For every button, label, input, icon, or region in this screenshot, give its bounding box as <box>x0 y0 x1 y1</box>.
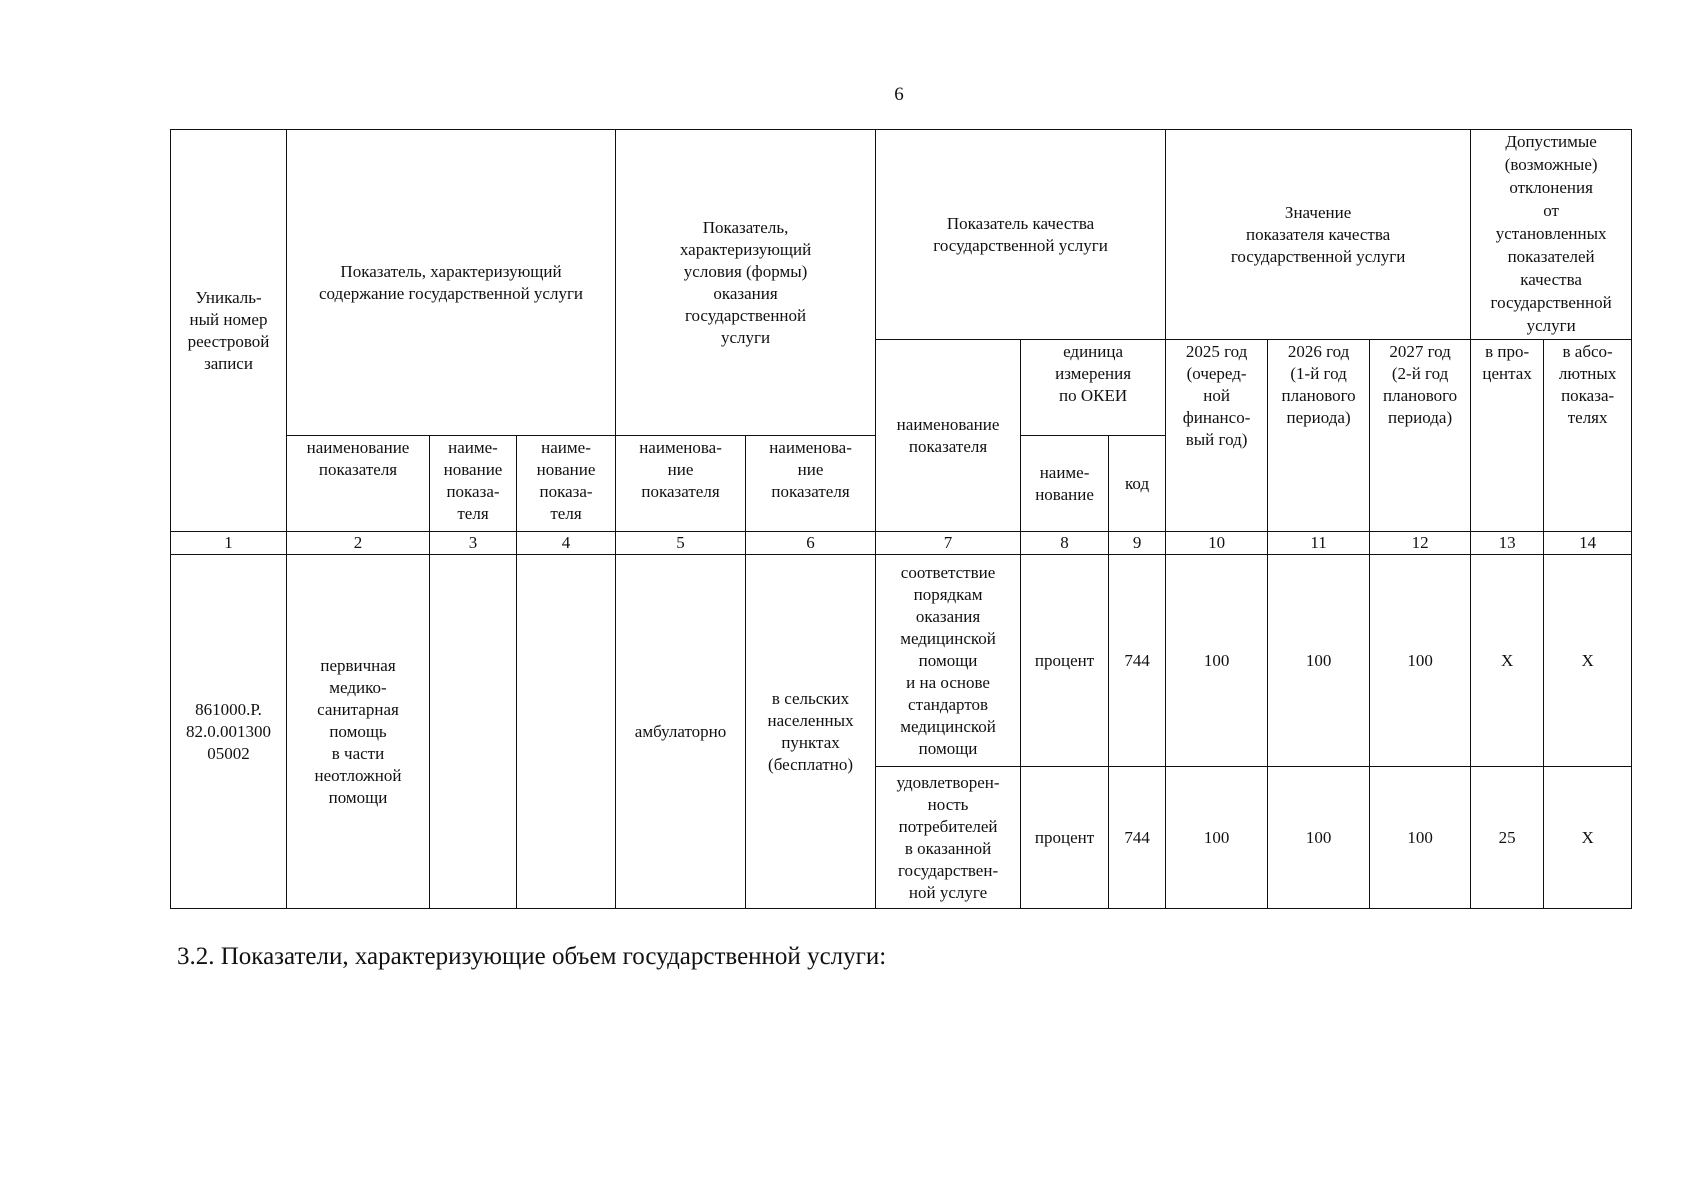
header-in-absolute: в абсо- лютных показа- телях <box>1544 340 1632 532</box>
column-number: 9 <box>1109 532 1166 555</box>
cell-deviation-absolute: Х <box>1544 555 1632 767</box>
header-col5-name: наименова- ние показателя <box>616 436 746 532</box>
header-unique-number: Уникаль- ный номер реестровой записи <box>171 130 287 532</box>
header-unit-okei: единица измерения по ОКЕИ <box>1021 340 1166 436</box>
header-year-2026: 2026 год (1-й год планового периода) <box>1268 340 1370 532</box>
header-col4-name: наиме- нование показа- теля <box>517 436 616 532</box>
cell-deviation-percent: 25 <box>1471 767 1544 909</box>
quality-indicators-table <box>170 129 1632 909</box>
cell-code: 744 <box>1109 555 1166 767</box>
cell-condition-1: амбулаторно <box>616 555 746 909</box>
column-number: 4 <box>517 532 616 555</box>
column-number: 14 <box>1544 532 1632 555</box>
cell-value-2026: 100 <box>1268 555 1370 767</box>
column-number: 11 <box>1268 532 1370 555</box>
cell-unit: процент <box>1021 767 1109 909</box>
column-number: 8 <box>1021 532 1109 555</box>
cell-indicator-name: соответствие порядкам оказания медицинской помощи и на основе стандартов медицинской помощи <box>876 555 1021 767</box>
cell-deviation-absolute: Х <box>1544 767 1632 909</box>
cell-condition-2: в сельских населенных пунктах (бесплатно) <box>746 555 876 909</box>
cell-unit: процент <box>1021 555 1109 767</box>
column-number: 10 <box>1166 532 1268 555</box>
cell-value-2026: 100 <box>1268 767 1370 909</box>
cell-value-2025: 100 <box>1166 555 1268 767</box>
header-unit-code: код <box>1109 436 1166 532</box>
column-number: 3 <box>430 532 517 555</box>
column-number: 5 <box>616 532 746 555</box>
header-conditions-indicator: Показатель, характеризующий условия (формы) оказания государственной услуги <box>616 130 876 436</box>
header-year-2025: 2025 год (очеред- ной финансо- вый год) <box>1166 340 1268 532</box>
header-quality-value: Значение показателя качества государственной услуги <box>1166 130 1471 340</box>
cell-col4 <box>517 555 616 909</box>
column-number: 2 <box>287 532 430 555</box>
header-content-indicator: Показатель, характеризующий содержание государственной услуги <box>287 130 616 436</box>
cell-content-indicator: первичная медико- санитарная помощь в части неотложной помощи <box>287 555 430 909</box>
column-number: 1 <box>171 532 287 555</box>
column-number: 7 <box>876 532 1021 555</box>
header-quality-indicator: Показатель качества государственной услуги <box>876 130 1166 340</box>
cell-value-2027: 100 <box>1370 767 1471 909</box>
header-year-2027: 2027 год (2-й год планового периода) <box>1370 340 1471 532</box>
page-number: 6 <box>894 84 904 105</box>
header-col3-name: наиме- нование показа- теля <box>430 436 517 532</box>
header-col2-name: наименование показателя <box>287 436 430 532</box>
header-indicator-name: наименование показателя <box>876 340 1021 532</box>
cell-value-2027: 100 <box>1370 555 1471 767</box>
header-deviations: Допустимые (возможные) отклонения от установленных показателей качества государственной услуги <box>1471 130 1632 340</box>
header-col6-name: наименова- ние показателя <box>746 436 876 532</box>
cell-col3 <box>430 555 517 909</box>
header-in-percent: в про- центах <box>1471 340 1544 532</box>
cell-code: 744 <box>1109 767 1166 909</box>
section-title: 3.2. Показатели, характеризующие объем государственной услуги: <box>177 943 887 970</box>
cell-value-2025: 100 <box>1166 767 1268 909</box>
column-number: 13 <box>1471 532 1544 555</box>
cell-unique-number: 861000.Р. 82.0.001300 05002 <box>171 555 287 909</box>
column-number: 6 <box>746 532 876 555</box>
header-unit-name: наиме- нование <box>1021 436 1109 532</box>
cell-indicator-name: удовлетворен- ность потребителей в оказанной государствен- ной услуге <box>876 767 1021 909</box>
column-number: 12 <box>1370 532 1471 555</box>
cell-deviation-percent: Х <box>1471 555 1544 767</box>
